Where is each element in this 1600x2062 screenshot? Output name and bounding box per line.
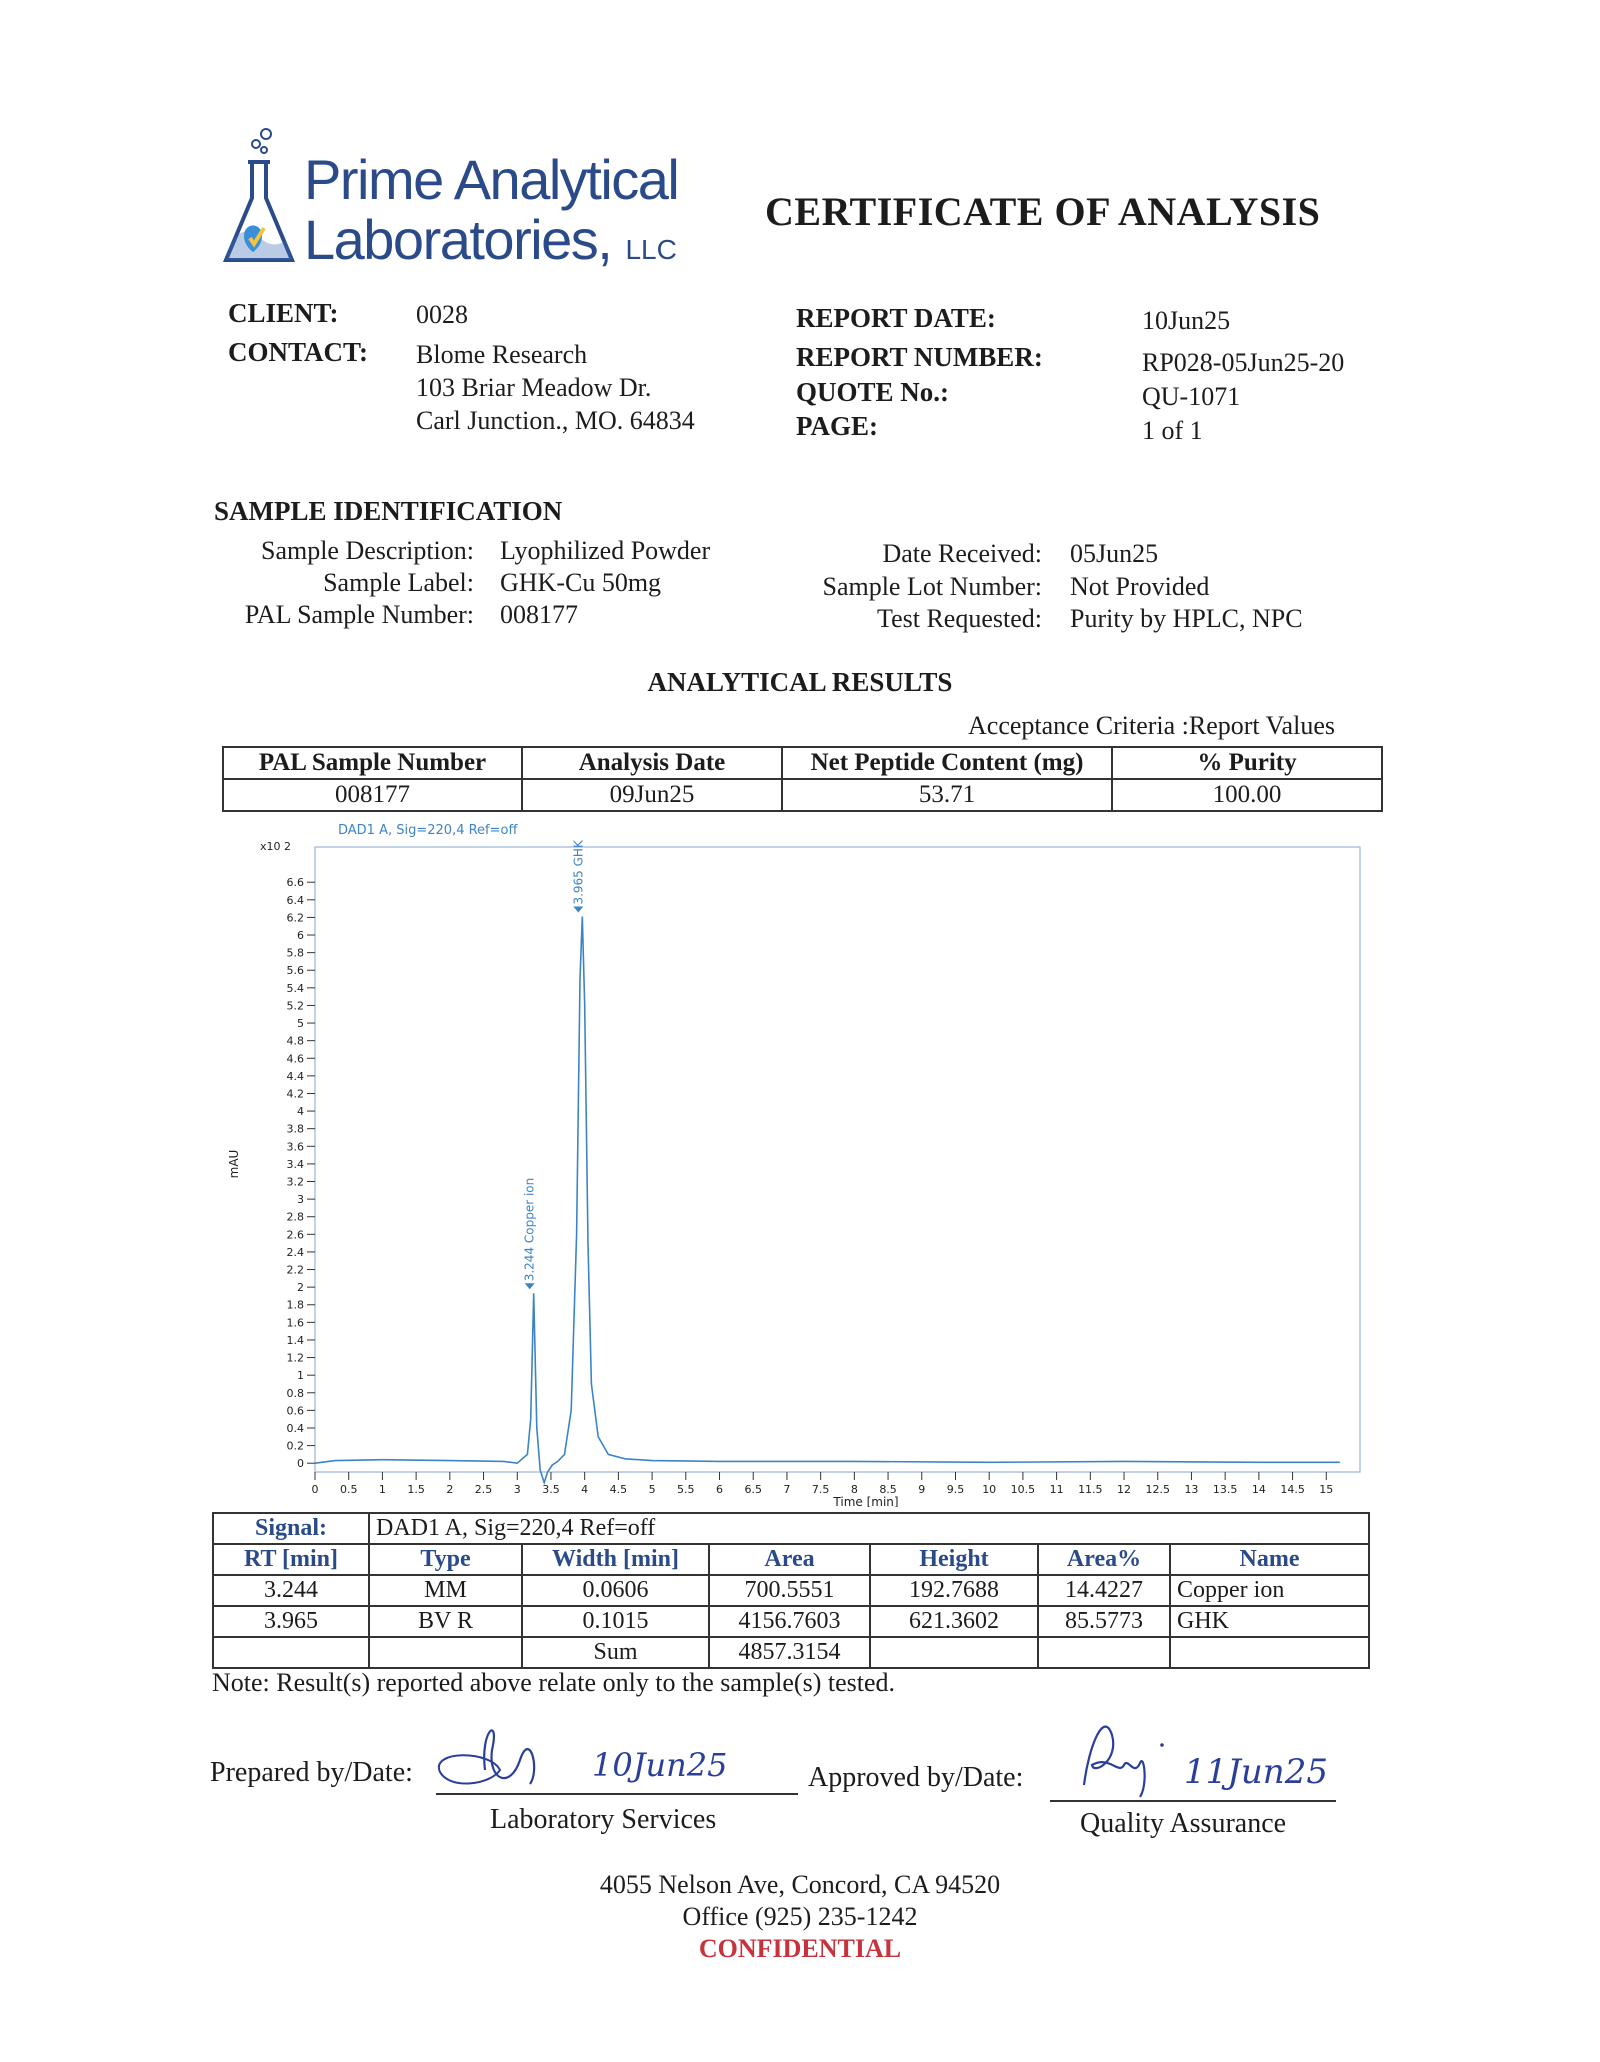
prepared-signature-line xyxy=(436,1793,798,1795)
x-tick-label: 8.5 xyxy=(879,1483,897,1496)
document-title: CERTIFICATE OF ANALYSIS xyxy=(765,189,1321,234)
y-tick-label: 4.4 xyxy=(286,1069,304,1083)
sum-area: 4857.3154 xyxy=(709,1637,870,1668)
y-tick-label: 6.2 xyxy=(286,911,304,925)
y-tick-label: 0.4 xyxy=(286,1421,304,1435)
x-tick-label: 5 xyxy=(648,1483,656,1496)
x-tick-label: 14 xyxy=(1251,1483,1266,1496)
y-tick-label: 4.2 xyxy=(286,1087,304,1101)
y-tick-label: 4 xyxy=(297,1105,304,1119)
results-cell: 100.00 xyxy=(1112,779,1382,811)
x-tick-label: 5.5 xyxy=(677,1483,695,1496)
x-tick-label: 8 xyxy=(850,1483,858,1496)
peak-cell xyxy=(1170,1637,1369,1668)
y-tick-label: 5.2 xyxy=(286,999,304,1013)
client-label: CLIENT: xyxy=(228,298,339,328)
results-table xyxy=(222,746,1383,812)
approved-date: 11Jun25 xyxy=(1184,1752,1328,1792)
y-tick-label: 2 xyxy=(297,1281,304,1295)
peak-header-cell: Height xyxy=(870,1544,1038,1575)
y-tick-label: 6 xyxy=(297,929,304,943)
y-tick-label: 4.6 xyxy=(286,1052,304,1066)
plot-frame xyxy=(315,847,1360,1472)
x-tick-label: 1 xyxy=(378,1483,386,1496)
x-axis-label: Time [min] xyxy=(833,1495,899,1507)
y-tick-label: 1 xyxy=(297,1369,304,1383)
peak-cell xyxy=(870,1637,1038,1668)
chromatogram-chart xyxy=(220,812,1380,1507)
approved-signature-icon xyxy=(1064,1705,1184,1805)
x-tick-label: 1.5 xyxy=(407,1483,425,1496)
footer-confidential: CONFIDENTIAL xyxy=(698,1934,902,1963)
peak-cell xyxy=(213,1637,369,1668)
peak-label: 3.965 GHK xyxy=(571,840,586,905)
y-tick-label: 0.8 xyxy=(286,1386,304,1400)
sample-label-label: Sample Label: xyxy=(323,568,474,597)
y-tick-label: 2.6 xyxy=(286,1228,304,1242)
pal-sample-number-label: PAL Sample Number: xyxy=(244,600,474,629)
signal-value: DAD1 A, Sig=220,4 Ref=off xyxy=(369,1513,1369,1544)
y-tick-label: 4.8 xyxy=(286,1034,304,1048)
results-row xyxy=(223,779,1382,811)
y-tick-label: 3.4 xyxy=(286,1157,304,1171)
peak-cell xyxy=(369,1637,522,1668)
results-cell: 09Jun25 xyxy=(522,779,782,811)
peak-marker xyxy=(525,1283,535,1289)
x-tick-label: 11 xyxy=(1049,1483,1064,1496)
x-tick-label: 9 xyxy=(918,1483,926,1496)
y-tick-label: 0.2 xyxy=(286,1439,304,1453)
report-number-label: REPORT NUMBER: xyxy=(796,342,1043,372)
results-header-cell: % Purity xyxy=(1112,747,1382,779)
y-tick-label: 1.6 xyxy=(286,1316,304,1330)
chart-title: DAD1 A, Sig=220,4 Ref=off xyxy=(338,823,518,838)
peak-cell: 85.5773 xyxy=(1038,1606,1170,1637)
acceptance-criteria: Acceptance Criteria :Report Values xyxy=(968,711,1335,740)
contact-label: CONTACT: xyxy=(228,337,368,367)
quote-value: QU-1071 xyxy=(1142,382,1241,411)
x-tick-label: 7 xyxy=(783,1483,791,1496)
x-tick-label: 6 xyxy=(716,1483,724,1496)
y-tick-label: 5.6 xyxy=(286,964,304,978)
x-tick-label: 14.5 xyxy=(1280,1483,1305,1496)
x-tick-label: 7.5 xyxy=(811,1483,830,1496)
approved-department: Quality Assurance xyxy=(1080,1808,1287,1839)
results-cell: 008177 xyxy=(223,779,522,811)
page-label: PAGE: xyxy=(796,411,878,441)
peak-cell: 192.7688 xyxy=(870,1575,1038,1606)
y-tick-label: 5 xyxy=(297,1017,304,1031)
peak-cell xyxy=(1038,1637,1170,1668)
client-value: 0028 xyxy=(416,300,468,329)
peak-header-row xyxy=(213,1544,1369,1575)
peak-cell: GHK xyxy=(1170,1606,1369,1637)
y-tick-label: 6.4 xyxy=(286,893,304,907)
prepared-signature-icon xyxy=(430,1710,570,1800)
sample-description-value: Lyophilized Powder xyxy=(500,536,711,565)
company-name-line2-text: Laboratories, xyxy=(304,208,612,271)
peak-label: 3.244 Copper ion xyxy=(522,1177,537,1282)
report-date-value: 10Jun25 xyxy=(1142,306,1231,335)
footer-address: 4055 Nelson Ave, Concord, CA 94520 xyxy=(599,1870,1001,1899)
x-tick-label: 6.5 xyxy=(744,1483,762,1496)
peak-sum-row xyxy=(213,1637,1369,1668)
peak-header-cell: Area xyxy=(709,1544,870,1575)
x-tick-label: 11.5 xyxy=(1078,1483,1103,1496)
y-axis-label: mAU xyxy=(227,1149,241,1179)
company-name-line2 xyxy=(304,208,677,282)
x-tick-label: 3 xyxy=(513,1483,521,1496)
x-tick-label: 2 xyxy=(446,1483,454,1496)
y-tick-label: 3 xyxy=(297,1193,304,1207)
x-tick-label: 12 xyxy=(1117,1483,1132,1496)
contact-line-1: Blome Research xyxy=(416,340,588,369)
date-received-value: 05Jun25 xyxy=(1070,539,1159,568)
peak-cell: 621.3602 xyxy=(870,1606,1038,1637)
y-tick-label: 1.2 xyxy=(286,1351,304,1365)
contact-line-2: 103 Briar Meadow Dr. xyxy=(416,373,652,402)
peak-cell: 14.4227 xyxy=(1038,1575,1170,1606)
prepared-date: 10Jun25 xyxy=(592,1746,728,1784)
quote-label: QUOTE No.: xyxy=(796,377,950,407)
x-tick-label: 9.5 xyxy=(946,1483,965,1496)
y-tick-label: 6.6 xyxy=(286,876,304,890)
analytical-results-heading: ANALYTICAL RESULTS xyxy=(647,667,953,697)
x-tick-label: 2.5 xyxy=(474,1483,493,1496)
footer-phone: Office (925) 235-1242 xyxy=(682,1902,918,1931)
x-tick-label: 13 xyxy=(1184,1483,1199,1496)
y-tick-label: 1.4 xyxy=(286,1333,304,1347)
y-tick-label: 3.6 xyxy=(286,1140,304,1154)
peak-cell: 0.1015 xyxy=(522,1606,709,1637)
chromatogram-trace xyxy=(315,917,1340,1483)
sum-label: Sum xyxy=(522,1637,709,1668)
x-tick-label: 12.5 xyxy=(1145,1483,1170,1496)
y-tick-label: 5.4 xyxy=(286,981,304,995)
y-tick-label: 5.8 xyxy=(286,946,304,960)
x-tick-label: 4.5 xyxy=(609,1483,628,1496)
y-tick-label: 1.8 xyxy=(286,1298,304,1312)
lot-number-label: Sample Lot Number: xyxy=(822,572,1042,601)
company-suffix: LLC xyxy=(625,234,677,265)
x-tick-label: 4 xyxy=(581,1483,589,1496)
peak-row xyxy=(213,1606,1369,1637)
x-tick-label: 0 xyxy=(311,1483,319,1496)
report-date-label: REPORT DATE: xyxy=(796,303,996,333)
approved-by-label: Approved by/Date: xyxy=(808,1762,1024,1793)
date-received-label: Date Received: xyxy=(882,539,1042,568)
y-tick-label: 3.8 xyxy=(286,1122,304,1136)
results-header-cell: PAL Sample Number xyxy=(223,747,522,779)
peak-cell: 3.965 xyxy=(213,1606,369,1637)
peak-header-cell: Name xyxy=(1170,1544,1369,1575)
page-value: 1 of 1 xyxy=(1142,416,1203,445)
company-logo xyxy=(218,120,679,280)
sample-label-value: GHK-Cu 50mg xyxy=(500,568,662,597)
sample-identification-heading: SAMPLE IDENTIFICATION xyxy=(214,496,563,526)
flask-logo-icon xyxy=(218,120,298,280)
company-name-line1: Prime Analytical xyxy=(304,148,679,211)
peak-table xyxy=(212,1512,1370,1669)
peak-cell: 0.0606 xyxy=(522,1575,709,1606)
peak-header-cell: Area% xyxy=(1038,1544,1170,1575)
peak-header-cell: Type xyxy=(369,1544,522,1575)
x-tick-label: 10.5 xyxy=(1010,1483,1036,1496)
x-tick-label: 10 xyxy=(982,1483,997,1496)
peak-cell: 700.5551 xyxy=(709,1575,870,1606)
contact-line-3: Carl Junction., MO. 64834 xyxy=(416,406,695,435)
pal-sample-number-value: 008177 xyxy=(500,600,578,629)
peak-header-cell: Width [min] xyxy=(522,1544,709,1575)
peak-cell: 4156.7603 xyxy=(709,1606,870,1637)
y-tick-label: 3.2 xyxy=(286,1175,304,1189)
report-number-value: RP028-05Jun25-20 xyxy=(1142,348,1345,377)
peak-signal-row xyxy=(213,1513,1369,1544)
y-tick-label: 0 xyxy=(297,1457,304,1471)
y-tick-label: 2.2 xyxy=(286,1263,304,1277)
y-tick-label: 2.4 xyxy=(286,1245,304,1259)
approved-signature-line xyxy=(1050,1800,1336,1802)
x-tick-label: 13.5 xyxy=(1212,1483,1238,1496)
peak-cell: 3.244 xyxy=(213,1575,369,1606)
results-header-cell: Analysis Date xyxy=(522,747,782,779)
results-note: Note: Result(s) reported above relate only to the sample(s) tested. xyxy=(212,1668,896,1697)
results-header-cell: Net Peptide Content (mg) xyxy=(782,747,1112,779)
peak-header-cell: RT [min] xyxy=(213,1544,369,1575)
peak-cell: Copper ion xyxy=(1170,1575,1369,1606)
y-tick-label: 2.8 xyxy=(286,1210,304,1224)
y-multiplier-label: x10 2 xyxy=(260,840,292,853)
peak-cell: MM xyxy=(369,1575,522,1606)
x-tick-label: 0.5 xyxy=(339,1483,358,1496)
x-tick-label: 3.5 xyxy=(542,1483,560,1496)
signal-label: Signal: xyxy=(213,1513,369,1544)
prepared-by-label: Prepared by/Date: xyxy=(210,1757,413,1788)
x-tick-label: 15 xyxy=(1319,1483,1334,1496)
prepared-department: Laboratory Services xyxy=(490,1804,717,1835)
results-header-row xyxy=(223,747,1382,779)
results-cell: 53.71 xyxy=(782,779,1112,811)
peak-marker xyxy=(573,907,583,913)
peak-cell: BV R xyxy=(369,1606,522,1637)
peak-row xyxy=(213,1575,1369,1606)
y-tick-label: 0.6 xyxy=(286,1404,304,1418)
sample-description-label: Sample Description: xyxy=(260,536,474,565)
lot-number-value: Not Provided xyxy=(1070,572,1210,601)
test-requested-label: Test Requested: xyxy=(877,604,1042,633)
test-requested-value: Purity by HPLC, NPC xyxy=(1070,604,1303,633)
